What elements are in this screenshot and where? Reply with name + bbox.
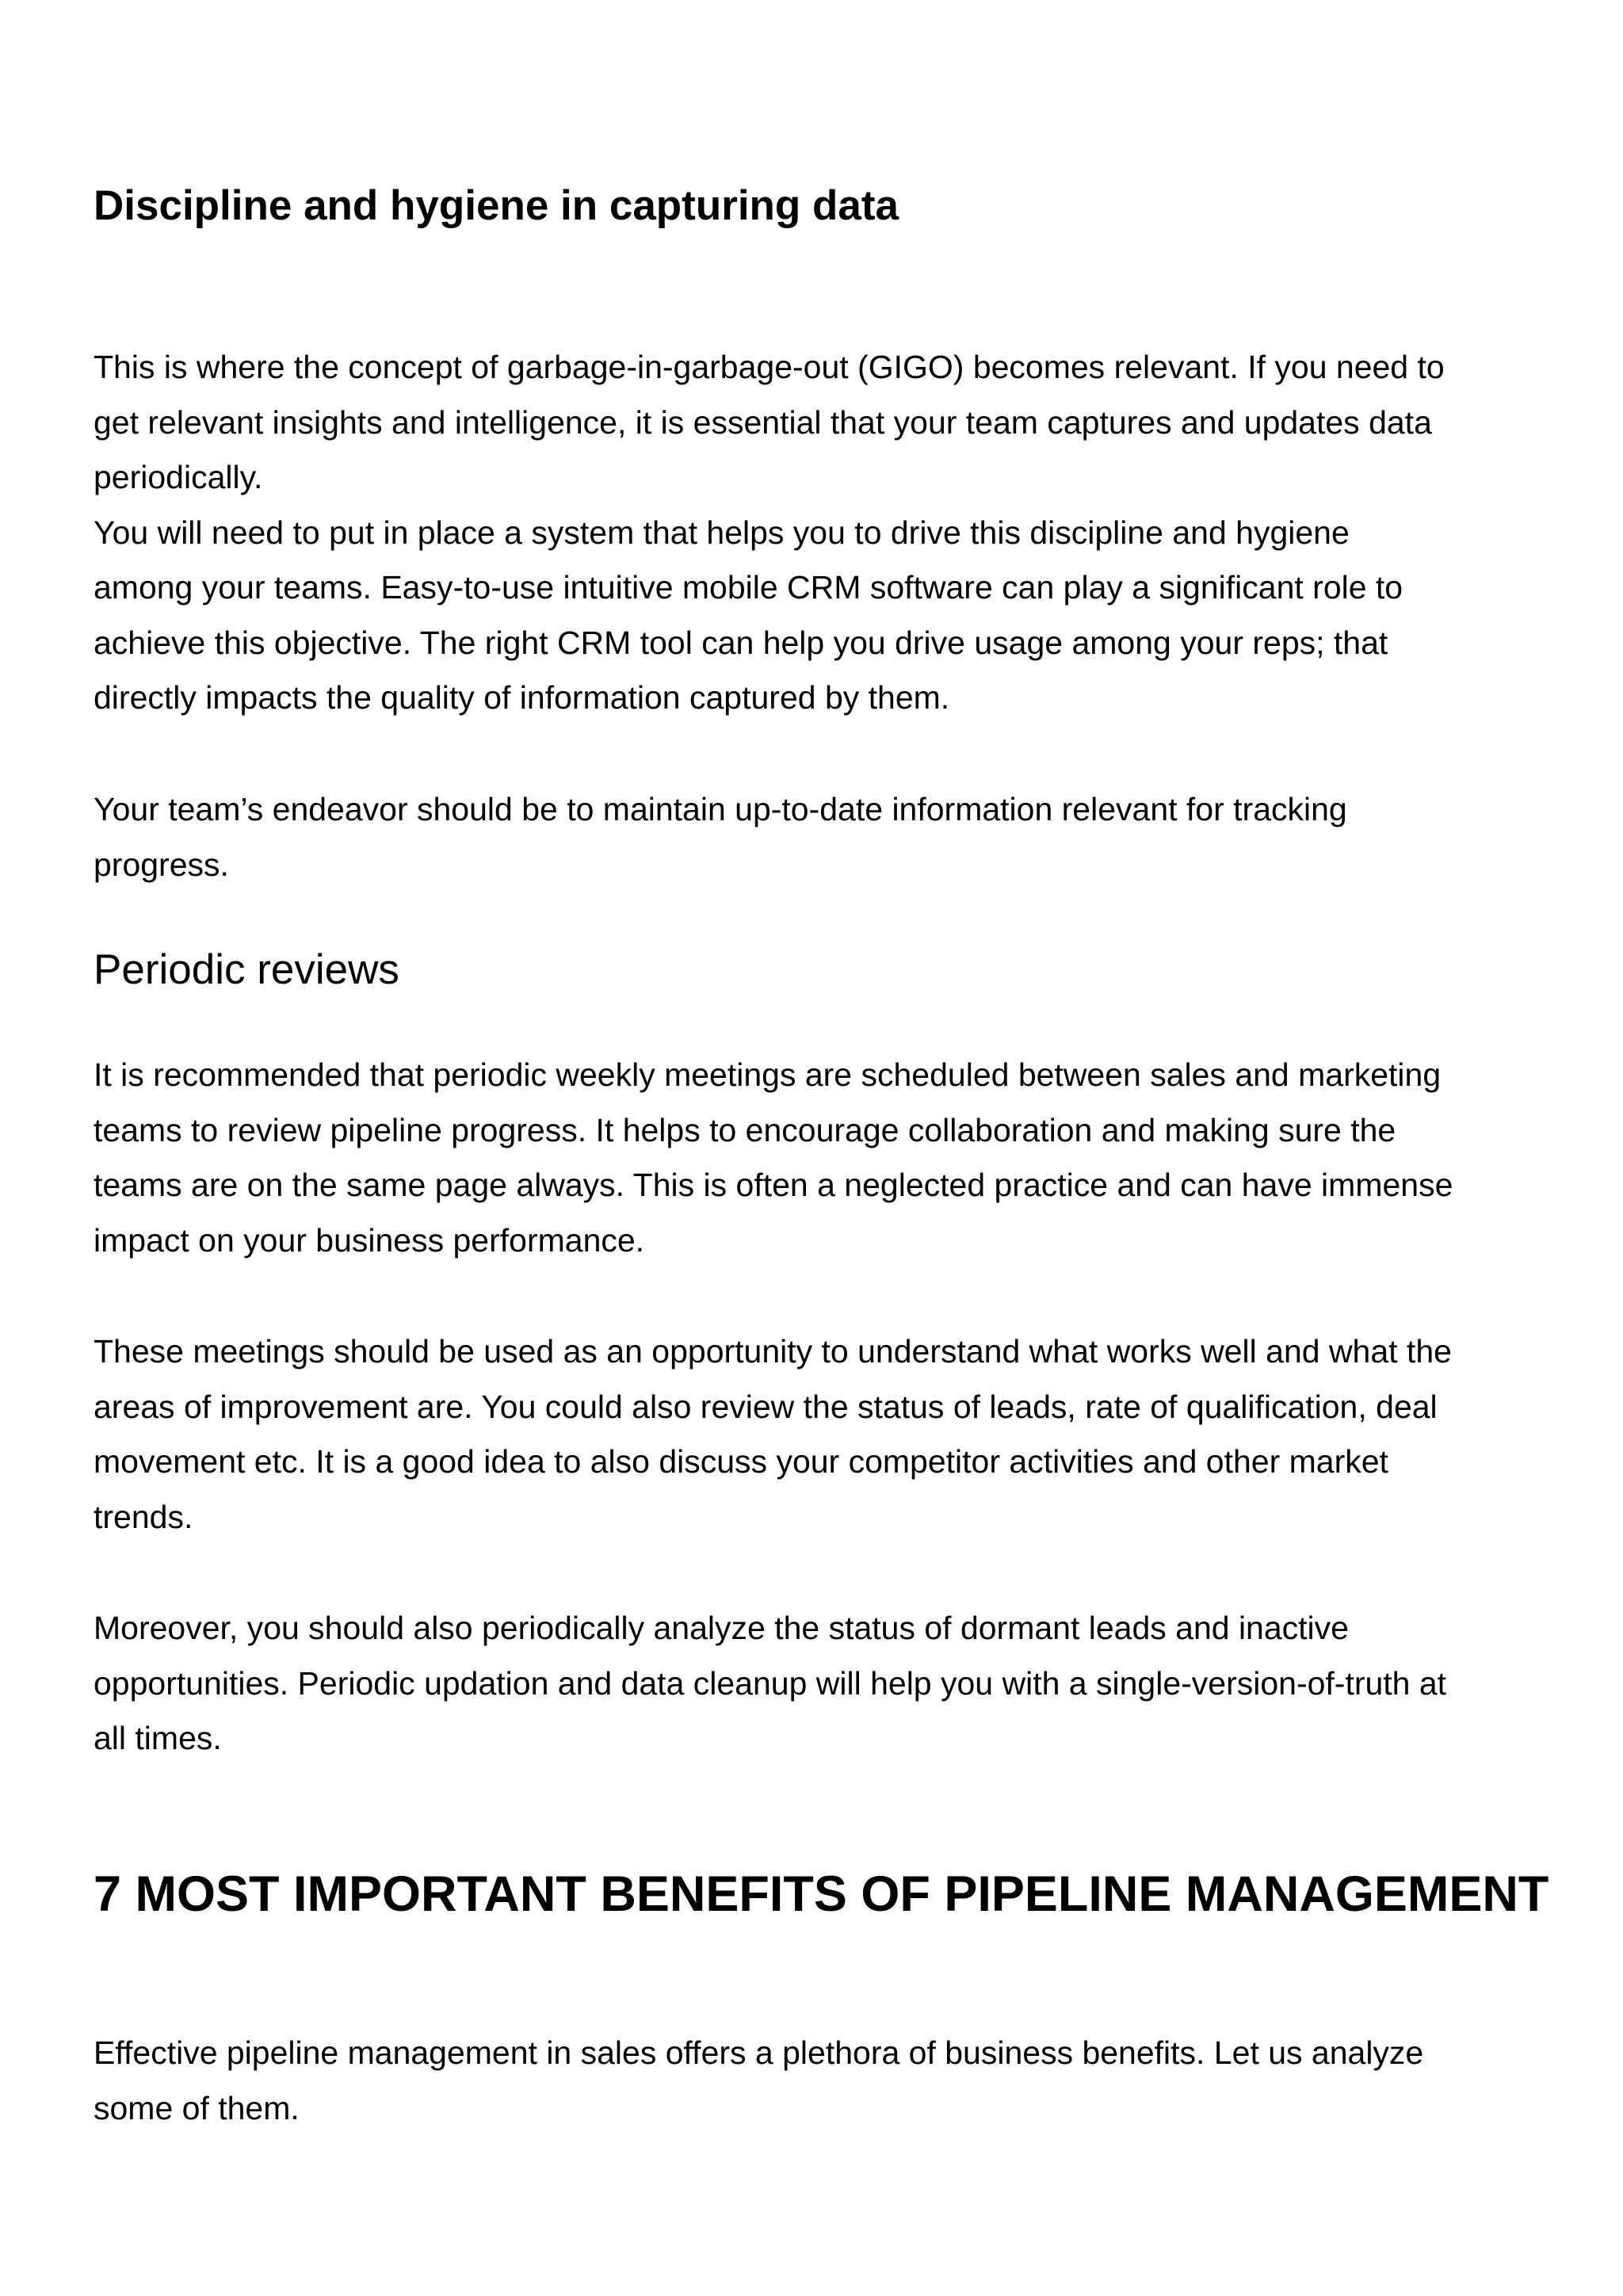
text-line: This is where the concept of garbage-in-garbage-out (GIGO) becomes relevant. If you need to <box>94 349 1445 385</box>
text-line: periodically. <box>94 459 263 495</box>
text-line: progress. <box>94 846 229 883</box>
paragraph-opportunity <box>94 1324 1552 1545</box>
paragraph-weekly-meetings <box>94 1048 1552 1268</box>
paragraph-benefits-intro <box>94 2026 1552 2136</box>
text-line: Your team’s endeavor should be to maintain up-to-date information relevant for tracking <box>94 791 1347 827</box>
section-heading-discipline: Discipline and hygiene in capturing data <box>94 182 899 229</box>
text-line: movement etc. It is a good idea to also discuss your competitor activities and other market <box>94 1443 1388 1480</box>
text-line: teams are on the same page always. This is often a neglected practice and can have immense <box>94 1167 1453 1203</box>
text-line: among your teams. Easy-to-use intuitive mobile CRM software can play a significant role to <box>94 569 1403 606</box>
text-line: directly impacts the quality of information captured by them. <box>94 679 950 716</box>
text-line: opportunities. Periodic updation and data cleanup will help you with a single-version-of-truth at <box>94 1664 1447 1702</box>
paragraph-gigo <box>94 340 1552 726</box>
text-line: It is recommended that periodic weekly meetings are scheduled between sales and marketing <box>94 1056 1442 1093</box>
text-line: areas of improvement are. You could also review the status of leads, rate of qualification, deal <box>94 1388 1438 1425</box>
text-line: some of them. <box>94 2089 300 2126</box>
text-line: impact on your business performance. <box>94 1221 645 1259</box>
paragraph-endeavor <box>94 782 1552 892</box>
text-line: all times. <box>94 1720 222 1756</box>
section-heading-periodic-reviews: Periodic reviews <box>94 946 399 993</box>
paragraph-dormant-leads <box>94 1601 1552 1767</box>
text-line: Effective pipeline management in sales offers a plethora of business benefits. Let us analyze <box>94 2034 1424 2071</box>
section-heading-benefits: 7 MOST IMPORTANT BENEFITS OF PIPELINE MANAGEMENT <box>94 1866 1549 1922</box>
text-line: teams to review pipeline progress. It helps to encourage collaboration and making sure the <box>94 1111 1396 1148</box>
text-line: These meetings should be used as an opportunity to understand what works well and what the <box>94 1333 1452 1370</box>
text-line: trends. <box>94 1498 193 1535</box>
text-line: achieve this objective. The right CRM tool can help you drive usage among your reps; that <box>94 624 1388 661</box>
text-line: You will need to put in place a system that helps you to drive this discipline and hygiene <box>94 514 1350 551</box>
text-line: get relevant insights and intelligence, it is essential that your team captures and updates data <box>94 403 1432 441</box>
text-line: Moreover, you should also periodically analyze the status of dormant leads and inactive <box>94 1610 1349 1646</box>
